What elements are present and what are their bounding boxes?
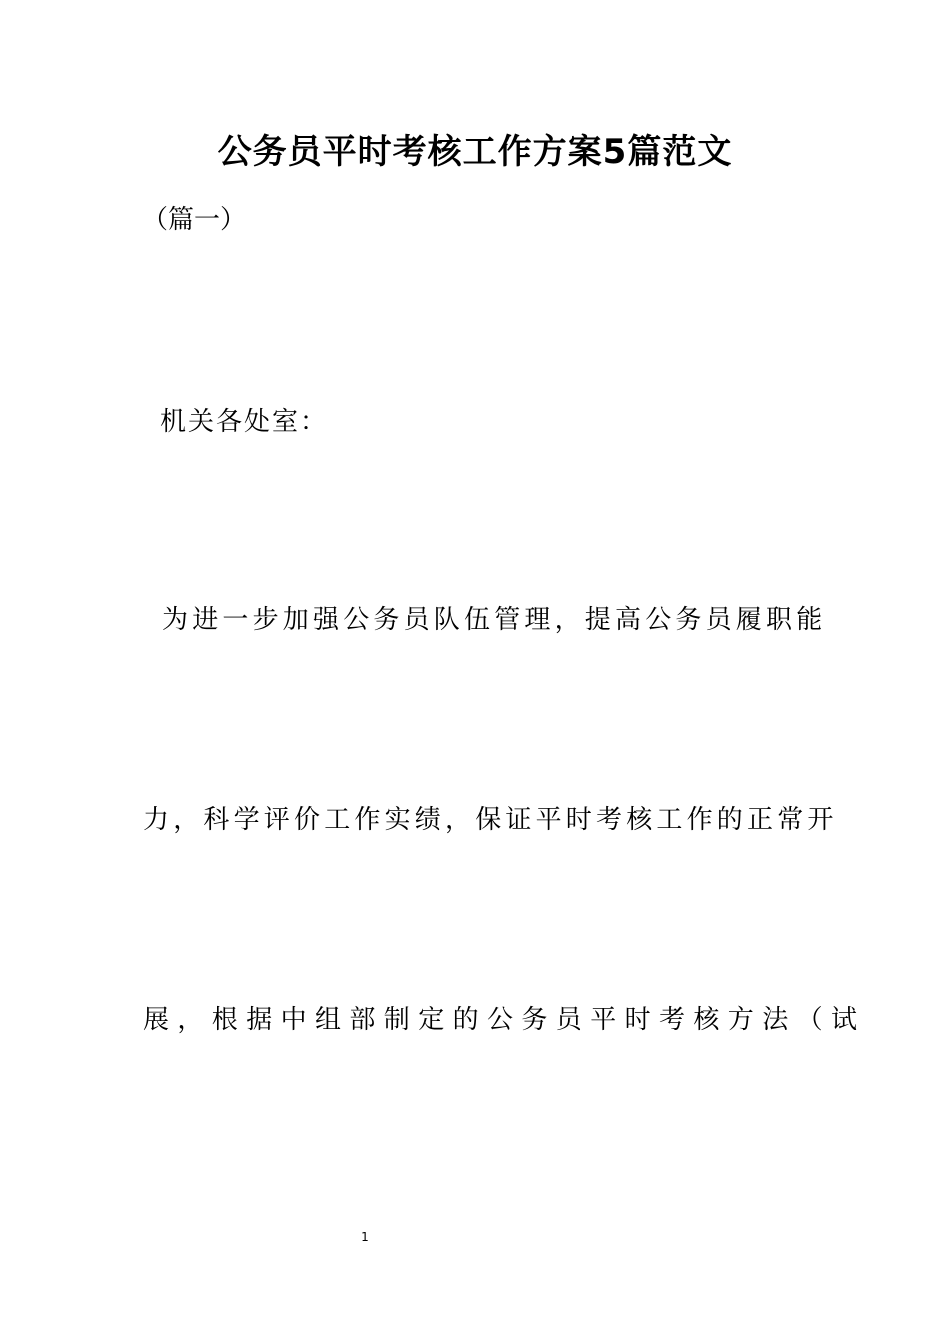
body-text-line: 展，根据中组部制定的公务员平时考核方法（试 — [143, 1005, 866, 1035]
salutation: 机关各处室： — [160, 407, 329, 437]
body-text-line: 力，科学评价工作实绩，保证平时考核工作的正常开 — [143, 805, 838, 835]
document-title: 公务员平时考核工作方案5篇范文 — [217, 132, 733, 172]
section-label: （篇一） — [142, 205, 247, 235]
body-text-line: 为进一步加强公务员队伍管理，提高公务员履职能 — [162, 605, 827, 635]
page-number: 1 — [361, 1230, 369, 1244]
